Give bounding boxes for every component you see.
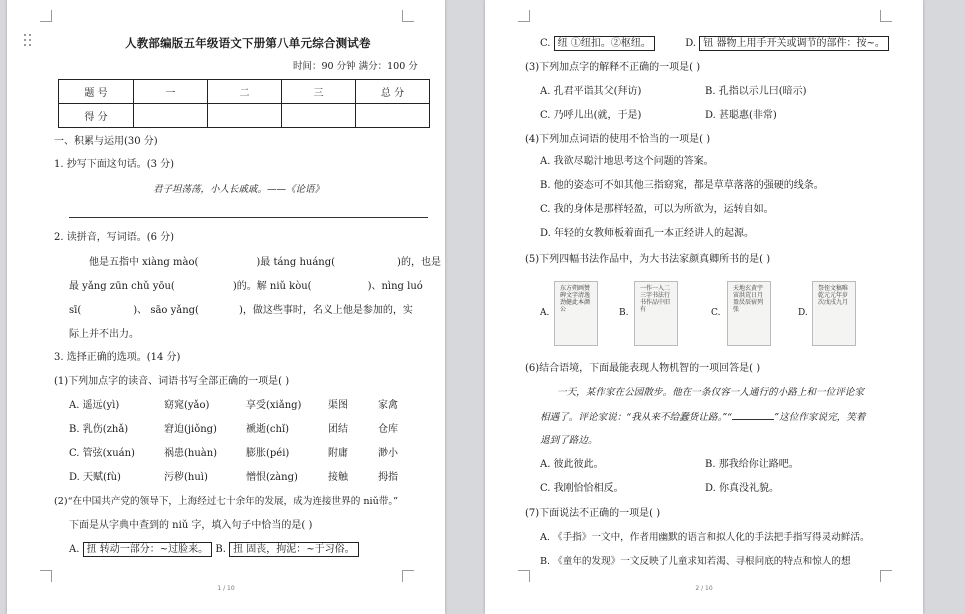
question-3-4-label: (4)下列加点词语的使用不恰当的一项是( ) <box>525 134 711 145</box>
calligraphy-label-a: A. <box>540 308 550 318</box>
crop-mark <box>40 10 52 22</box>
score-cell <box>134 104 208 128</box>
question-2-line-3: sī( )、 sāo yǎng( )，做这些事时，名义上他是参加的，实 <box>69 305 413 316</box>
question-2-line-2: 最 yǎng zūn chǔ yōu( )的。解 niǔ kòu( )、nìng luó <box>69 281 423 292</box>
question-3-2-label: (2)“在中国共产党的领导下，上海经过七十余年的发展，成为连接世界的 niǔ带。” <box>54 496 399 507</box>
crop-mark <box>880 10 892 22</box>
crop-mark <box>880 570 892 582</box>
question-3-3-label: (3)下列加点字的解释不正确的一项是( ) <box>525 62 701 73</box>
option-row: C. 乃呼儿出(就，于是) D. 甚聪惠(非常) <box>540 110 777 121</box>
calligraphy-image-d: 祭侄文稿唯乾元元年岁次戊戌九月 <box>812 281 856 346</box>
crop-mark <box>402 10 414 22</box>
question-3-7-label: (7)下面说法不正确的一项是( ) <box>525 508 661 519</box>
option-line: C. 我的身体是那样轻盈，可以为所欲为，运转自如。 <box>540 204 774 215</box>
crop-mark <box>518 10 530 22</box>
option-row: C. 我刚恰恰相反。 D. 你真没礼貌。 <box>540 483 780 494</box>
score-row-label: 得 分 <box>59 104 134 128</box>
document-title: 人教部编版五年级语文下册第八单元综合测试卷 <box>125 36 371 50</box>
question-2-line-4: 际上并不出力。 <box>69 329 139 340</box>
question-1-label: 1. 抄写下面这句话。(3 分) <box>54 159 175 170</box>
crop-mark <box>518 570 530 582</box>
score-header-cell: 三 <box>282 80 356 104</box>
option-row: B. 乳伤(zhǎ) 窘迫(jiǒng) 褫逝(chǐ) 团结 仓库 <box>69 424 398 435</box>
calligraphy-image-b: 一作一入二三字书法行书作品中旧有 <box>634 281 678 346</box>
page-number: 1 / 10 <box>217 585 235 592</box>
document-page-1 <box>7 0 445 614</box>
crop-mark <box>402 570 414 582</box>
section-heading: 一、积累与运用(30 分) <box>54 136 158 147</box>
question-1-quote: 君子坦荡荡，小人长戚戚。——《论语》 <box>153 184 325 195</box>
passage-line: 退到了路边。 <box>540 435 598 446</box>
option-row: C. 管弦(xuán) 祸患(huàn) 膨胀(péi) 附庸 渺小 <box>69 448 398 459</box>
crop-mark <box>40 570 52 582</box>
score-header-cell: 一 <box>134 80 208 104</box>
drag-handle-icon[interactable] <box>24 34 33 47</box>
dictionary-entry-d: 钮 器物上用手开关或调节的部件：按~。 <box>699 36 889 51</box>
fill-blank <box>732 410 774 420</box>
question-3-1-label: (1)下列加点字的读音、词语书写全部正确的一项是( ) <box>54 376 290 387</box>
passage-line: 相遇了。评论家说：“我从来不给蠢货让路。”“ ”这位作家说完，笑着 <box>540 412 866 423</box>
option-line: A. 《手指》一文中，作者用幽默的语言和拟人化的手法把手指写得灵动鲜活。 <box>540 532 870 543</box>
calligraphy-image-c: 天地玄黄宇宙洪荒日月盈昃辰宿列张 <box>727 281 771 346</box>
option-line: A. 我欲尽聪汁地思考这个问题的答案。 <box>540 156 714 167</box>
option-line: B. 《童年的发现》一文反映了儿童求知若渴、寻根问底的特点和惊人的想 <box>540 556 851 567</box>
document-page-2 <box>485 0 923 614</box>
score-header-cell: 题 号 <box>59 80 134 104</box>
option-row: A. 彼此彼此。 B. 那我给你让路吧。 <box>540 459 799 470</box>
dictionary-entry-c: 纽 ①纽扣。②枢纽。 <box>554 36 655 51</box>
question-3-2-options: A. 扭 转动一部分：~过脸来。 B. 扭 固丧，拘泥：~于习俗。 <box>69 542 359 557</box>
option-row: A. 遥远(yì) 窈窕(yǎo) 享受(xiǎng) 渠图 家禽 <box>69 400 398 411</box>
dictionary-entry-b: 扭 固丧，拘泥：~于习俗。 <box>229 542 359 557</box>
score-header-cell: 总 分 <box>356 80 430 104</box>
score-cell <box>356 104 430 128</box>
passage-line: 一天，某作家在公园散步。他在一条仅容一人通行的小路上和一位评论家 <box>557 387 864 398</box>
question-2-line-1: 他是五指中 xiàng mào( )最 táng huáng( )的，也是 <box>89 257 441 268</box>
calligraphy-label-d: D. <box>798 308 808 318</box>
calligraphy-label-c: C. <box>711 308 721 318</box>
question-3-2-sub: 下面是从字典中查到的 niǔ 字，填入句子中恰当的是( ) <box>69 520 313 531</box>
question-3-6-label: (6)结合语境，下面最能表现人物机智的一项回答是( ) <box>525 363 761 374</box>
option-line: B. 他的姿态可不如其他三指窈窕，都是草草落落的强硬的线条。 <box>540 180 824 191</box>
question-2-label: 2. 读拼音，写词语。(6 分) <box>54 232 175 243</box>
score-cell <box>208 104 282 128</box>
calligraphy-label-b: B. <box>619 308 629 318</box>
option-line: D. 年轻的女教师板着面孔一本正经讲人的起源。 <box>540 228 755 239</box>
question-3-2-options-cont: C. 纽 ①纽扣。②枢纽。 D. 钮 器物上用手开关或调节的部件：按~。 <box>540 36 889 51</box>
dictionary-entry-a: 扭 转动一部分：~过脸来。 <box>83 542 213 557</box>
score-cell <box>282 104 356 128</box>
option-row: D. 天赋(fù) 污秽(huì) 憎恨(zàng) 接触 拇指 <box>69 472 398 483</box>
question-3-label: 3. 选择正确的选项。(14 分) <box>54 352 181 363</box>
time-score-info: 时间：90 分钟 满分：100 分 <box>293 61 418 72</box>
question-3-5-label: (5)下列四幅书法作品中，为大书法家颜真卿所书的是( ) <box>525 254 771 265</box>
answer-line <box>69 217 428 218</box>
option-row: A. 孔君平诣其父(拜访) B. 孔指以示儿曰(暗示) <box>540 86 807 97</box>
calligraphy-image-a: 东方朔画赞碑文字清逸劲健此本颜公 <box>554 281 598 346</box>
score-header-cell: 二 <box>208 80 282 104</box>
page-number: 2 / 10 <box>695 585 713 592</box>
score-table <box>58 79 430 128</box>
